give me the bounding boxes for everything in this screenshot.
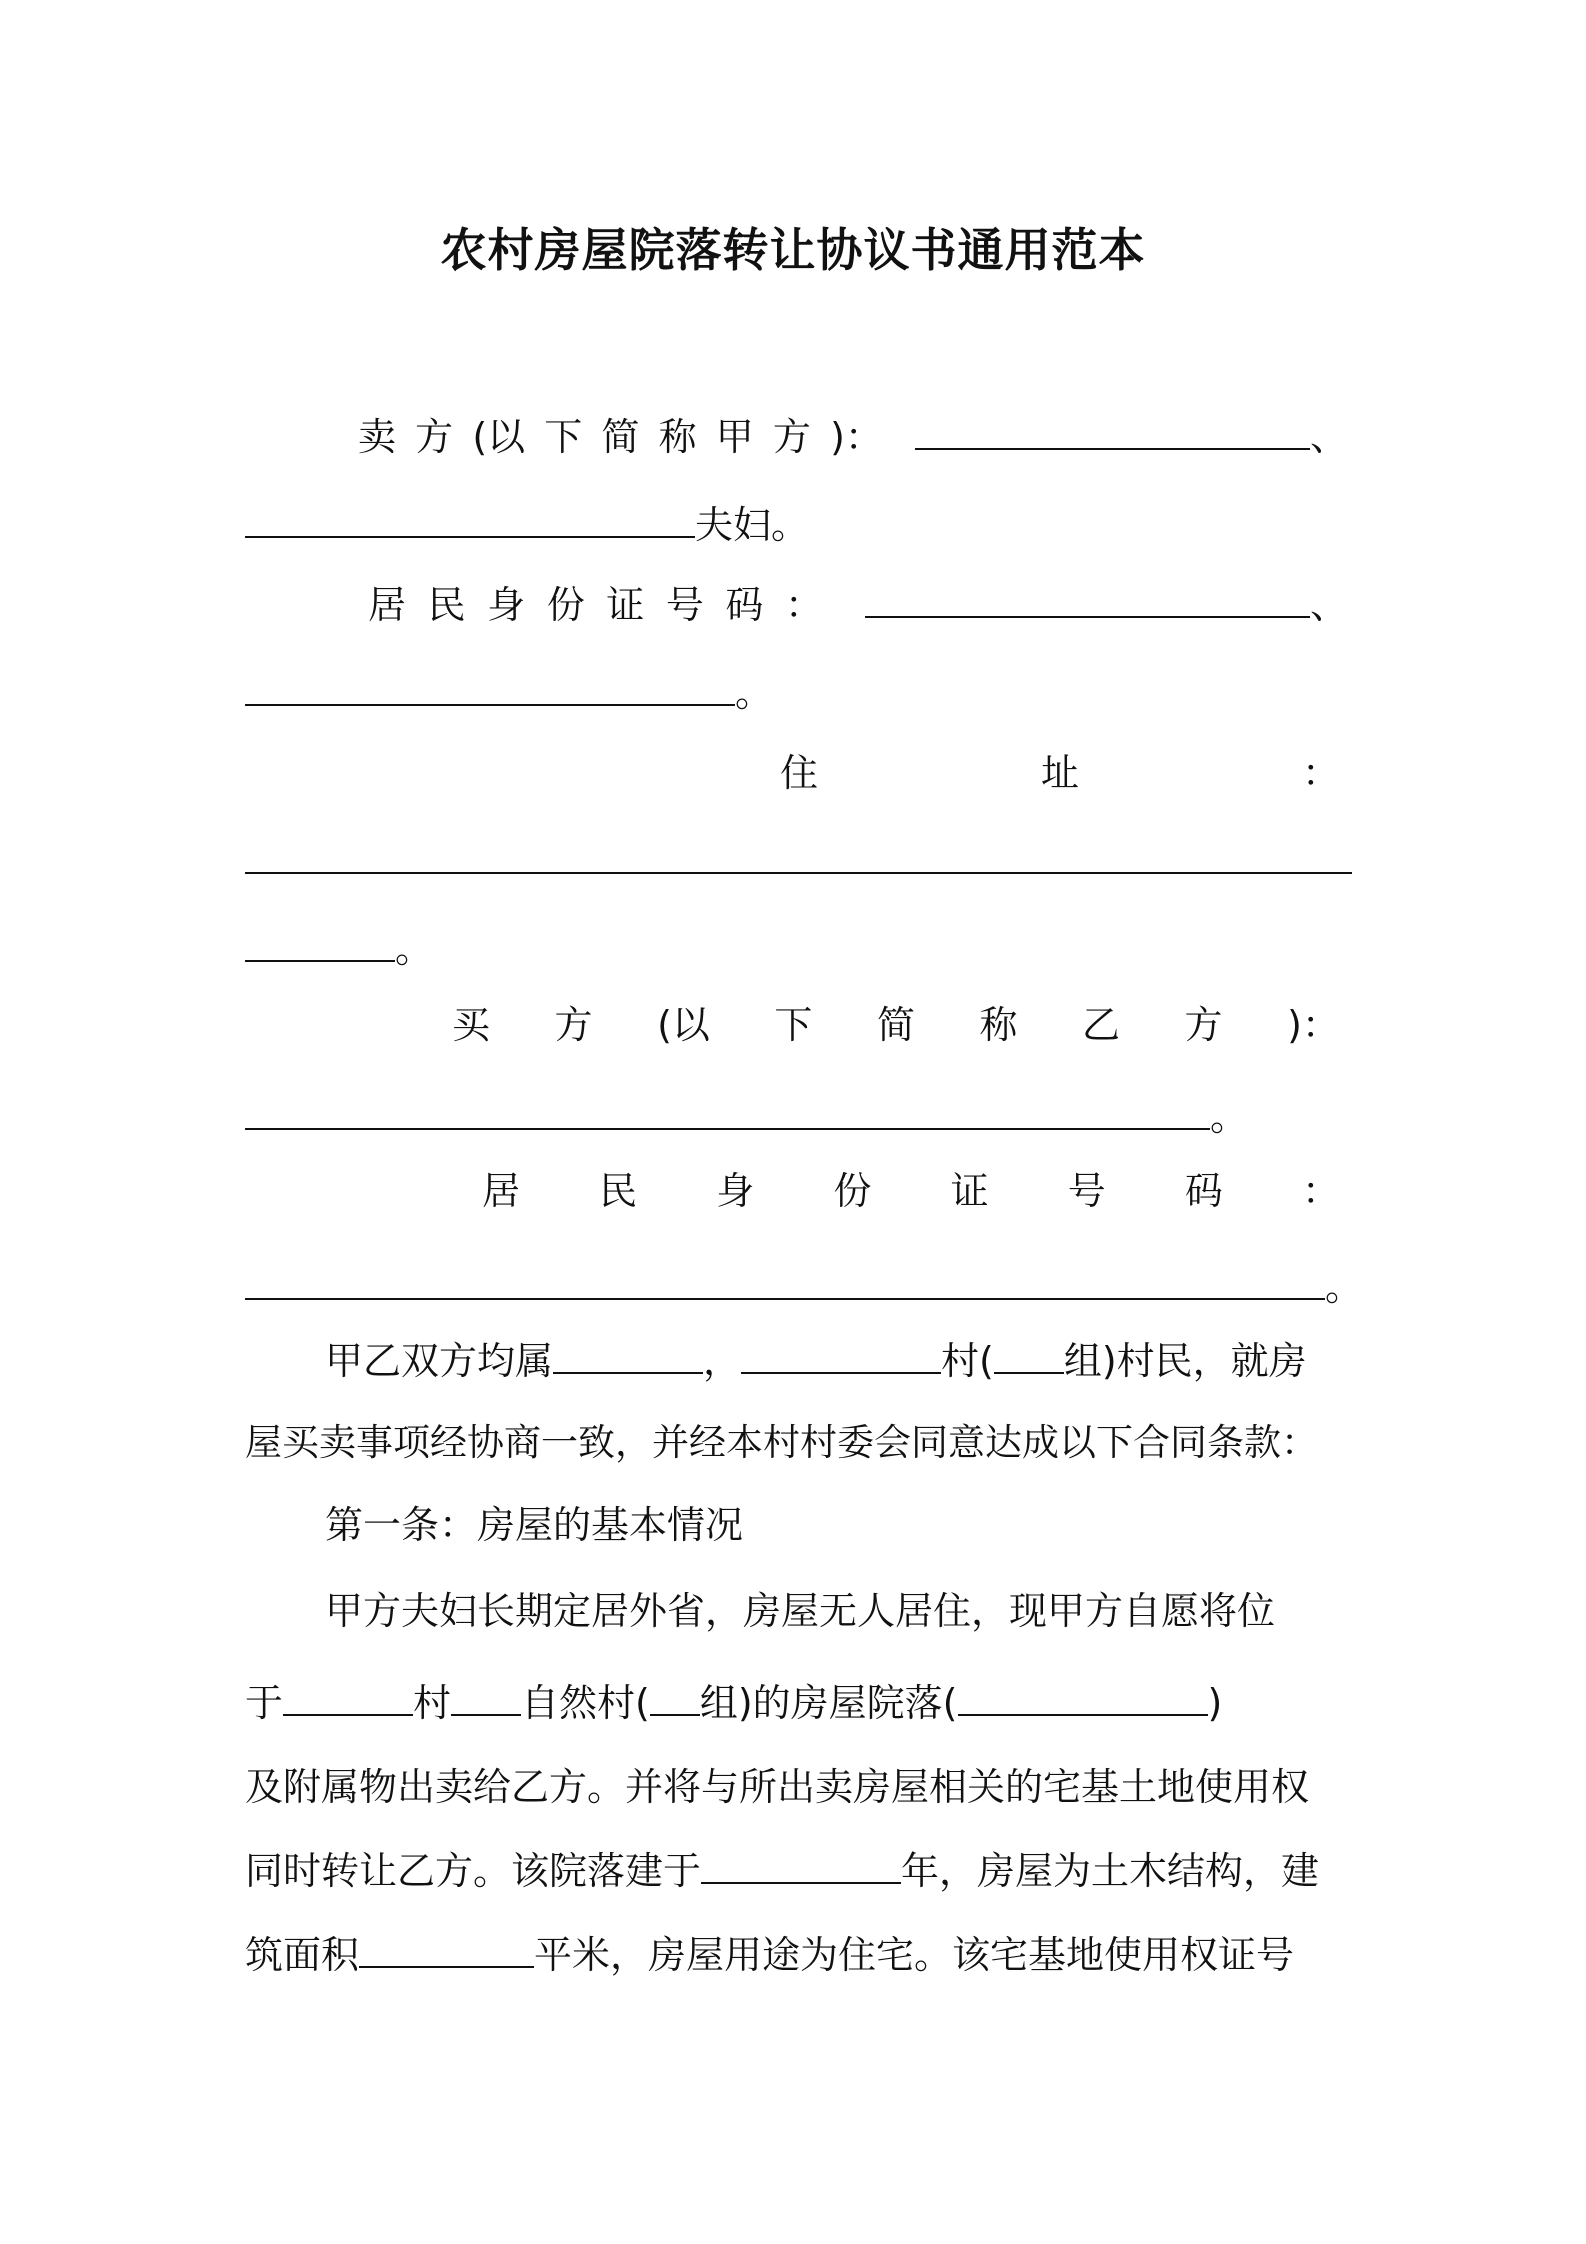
label-char: 号 [665,583,704,627]
article-1-line-4: 同时转让乙方。该院落建于 年，房屋为土木结构，建 [245,1846,1319,1896]
blank-field [958,1678,1208,1716]
label-char: ： [784,583,823,627]
article-1-line-2: 于 村 自然村( 组)的房屋院落( ) [245,1678,1222,1728]
label-char: 码 [1184,1169,1223,1213]
blank-field [701,1846,901,1884]
paragraph-1-line-1: 甲乙双方均属 ， 村( 组)村民，就房 [325,1336,1307,1386]
blank-field [245,924,395,962]
label-char: 身 [487,583,526,627]
paragraph-1-line-2: 屋买卖事项经协商一致，并经本村村委会同意达成以下合同条款： [245,1421,1318,1464]
label-char: 称 [658,415,697,459]
article-1-line-1: 甲方夫妇长期定居外省，房屋无人居住，现甲方自愿将位 [325,1589,1276,1633]
label-char: 买 [452,1003,491,1047]
seller-id-line-1: 、 [865,580,1348,630]
label-char: 简 [601,415,640,459]
seller-id-label [368,580,823,630]
buyer-name-line: 。 [245,1092,1248,1142]
label-char: 份 [546,583,585,627]
label-char: 下 [544,415,583,459]
blank-field [451,1678,521,1716]
label-char: 码 [725,583,764,627]
document-title: 农村房屋院落转让协议书通用范本 [440,223,1146,277]
seller-id-line-2: 。 [245,668,773,718]
blank-field [245,1092,1210,1130]
blank-field [245,500,695,538]
label-char: 份 [833,1169,872,1213]
label-char: 居 [482,1169,521,1213]
blank-field [650,1678,700,1716]
label-char: 民 [599,1169,638,1213]
label-char: 号 [1067,1169,1106,1213]
label-char: 址 [1040,751,1079,795]
label-char: 身 [716,1169,755,1213]
label-char: )： [1287,1003,1340,1047]
label-char: 称 [979,1003,1018,1047]
label-char: 证 [606,583,645,627]
address-line-1 [245,836,1352,886]
label-char: 居 [368,583,407,627]
label-char: 证 [950,1169,989,1213]
label-char: 方 [772,415,811,459]
blank-field [245,1262,1325,1300]
label-char: ： [1301,751,1340,795]
label-char: 乙 [1082,1003,1121,1047]
article-1-heading: 第一条：房屋的基本情况 [325,1503,744,1547]
label-char: (以 [657,1003,710,1047]
blank-field [283,1678,413,1716]
label-char: 甲 [715,415,754,459]
address-line-2: 。 [245,924,433,974]
buyer-label [452,1000,1340,1050]
label-char: 简 [876,1003,915,1047]
article-1-line-5: 筑面积 平米，房屋用途为住宅。该宅基地使用权证号 [245,1930,1294,1980]
label-char: 住 [780,751,819,795]
blank-field [359,1930,534,1968]
label-char: 方 [1184,1003,1223,1047]
blank-field [245,668,735,706]
label-char: 卖 [358,415,397,459]
seller-name-line-2: 夫妇。 [245,500,809,550]
label-char: 民 [427,583,466,627]
blank-field [245,836,1352,874]
blank-field [865,580,1310,618]
buyer-id-line: 。 [245,1262,1363,1312]
seller-name-line-1: 、 [915,412,1348,462]
label-char: 下 [774,1003,813,1047]
blank-field [994,1336,1064,1374]
address-label [780,748,1340,798]
label-char: ： [1301,1169,1340,1213]
blank-field [741,1336,941,1374]
label-char: (以 [472,415,526,459]
blank-field [915,412,1310,450]
seller-label [358,412,883,462]
label-char: )： [830,415,883,459]
article-1-line-3: 及附属物出卖给乙方。并将与所出卖房屋相关的宅基土地使用权 [245,1765,1310,1809]
label-char: 方 [554,1003,593,1047]
buyer-id-label [482,1166,1340,1216]
blank-field [553,1336,703,1374]
label-char: 方 [415,415,454,459]
